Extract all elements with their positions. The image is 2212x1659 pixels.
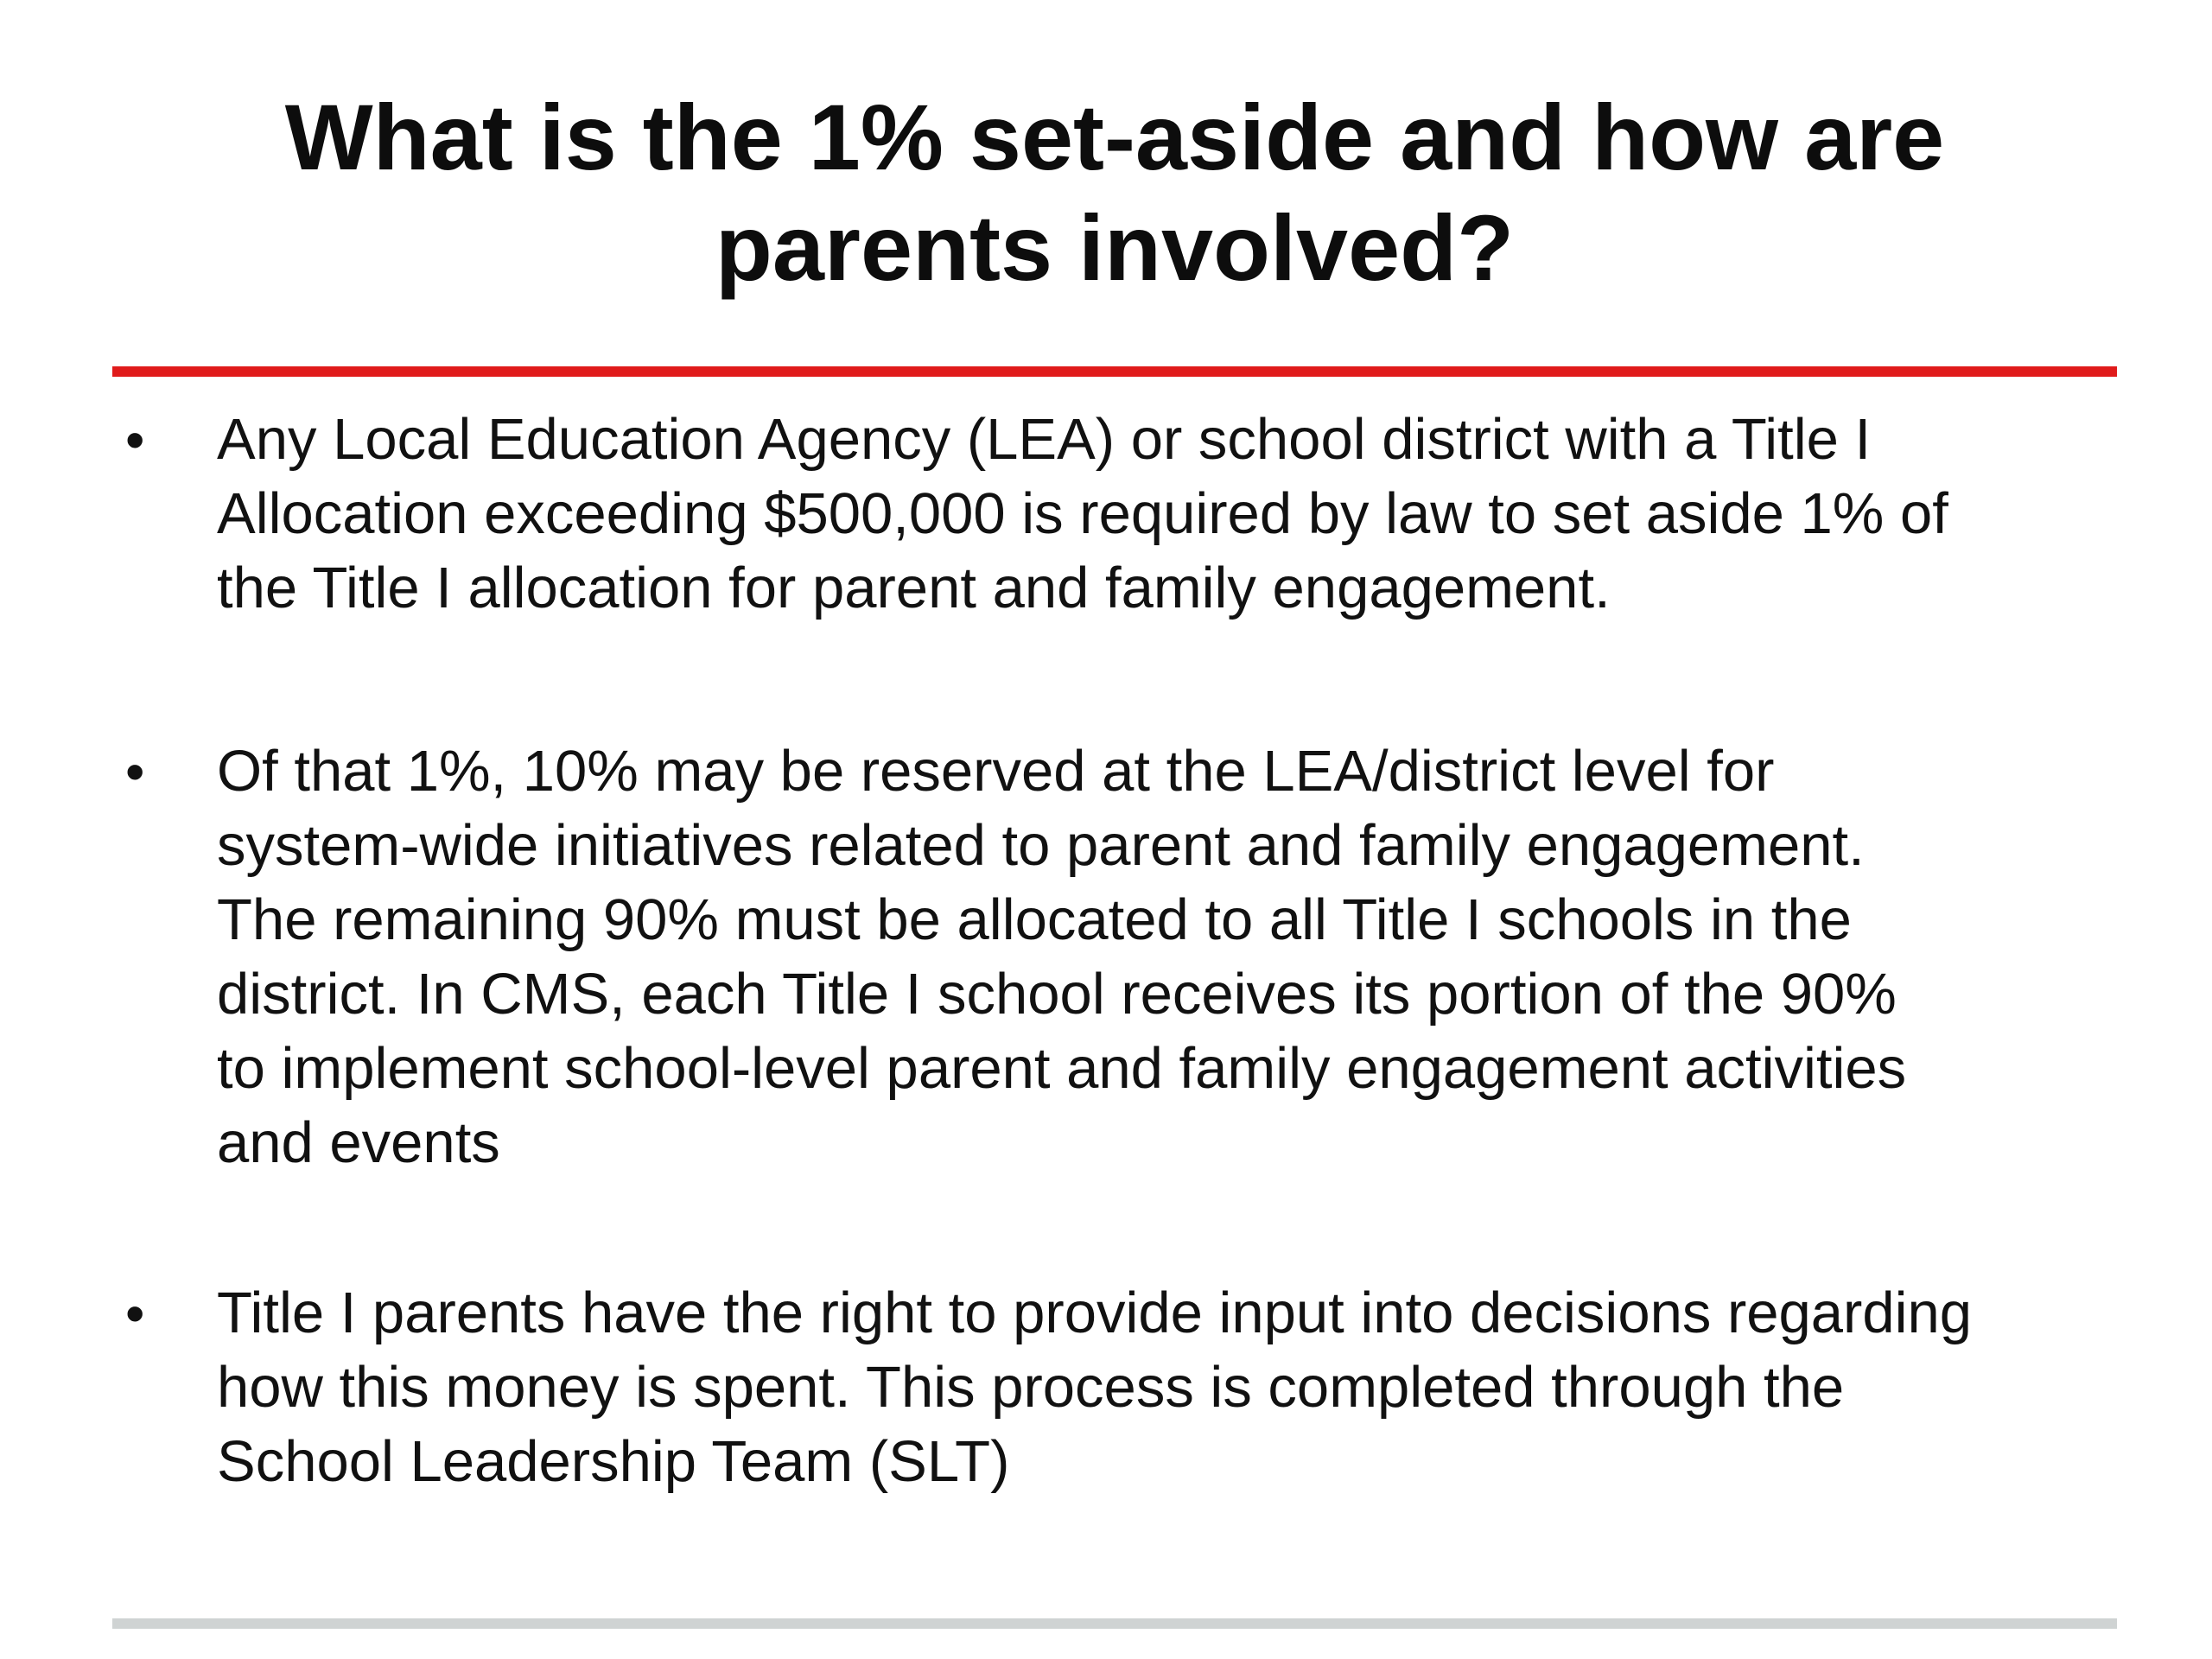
slide-title-line: What is the 1% set-aside and how are [284, 85, 1945, 189]
bullet-line: The remaining 90% must be allocated to all Title I schools in the [217, 887, 1852, 952]
bullet-text [217, 1276, 2196, 1499]
bullet-line: the Title I allocation for parent and family engagement. [217, 556, 1611, 620]
slide-title-line: parents involved? [715, 195, 1515, 300]
bullet-line: how this money is spent. This process is completed through the [217, 1355, 1845, 1420]
bullet-line: district. In CMS, each Title I school receives its portion of the 90% [217, 962, 1897, 1027]
bullet-line: Title I parents have the right to provide input into decisions regarding [217, 1281, 1973, 1345]
footer-divider-rule [112, 1618, 2117, 1629]
bullet-marker-icon: • [125, 1282, 145, 1344]
bullet-text [217, 734, 2196, 1180]
bullet-marker-icon: • [125, 741, 145, 803]
bullet-line: Any Local Education Agency (LEA) or school district with a Title I [217, 407, 1872, 472]
bullet-line: School Leadership Team (SLT) [217, 1429, 1010, 1494]
bullet-text [217, 403, 2196, 626]
slide-title [112, 82, 2117, 303]
bullet-line: Of that 1%, 10% may be reserved at the LEA/district level for [217, 739, 1775, 804]
bullet-line: Allocation exceeding $500,000 is required by law to set aside 1% of [217, 481, 1948, 546]
bullet-line: and events [217, 1110, 500, 1175]
bullet-line: system-wide initiatives related to parent and family engagement. [217, 813, 1865, 878]
title-divider-rule [112, 366, 2117, 377]
bullet-line: to implement school-level parent and family engagement activities [217, 1036, 1907, 1101]
bullet-marker-icon: • [125, 409, 145, 471]
